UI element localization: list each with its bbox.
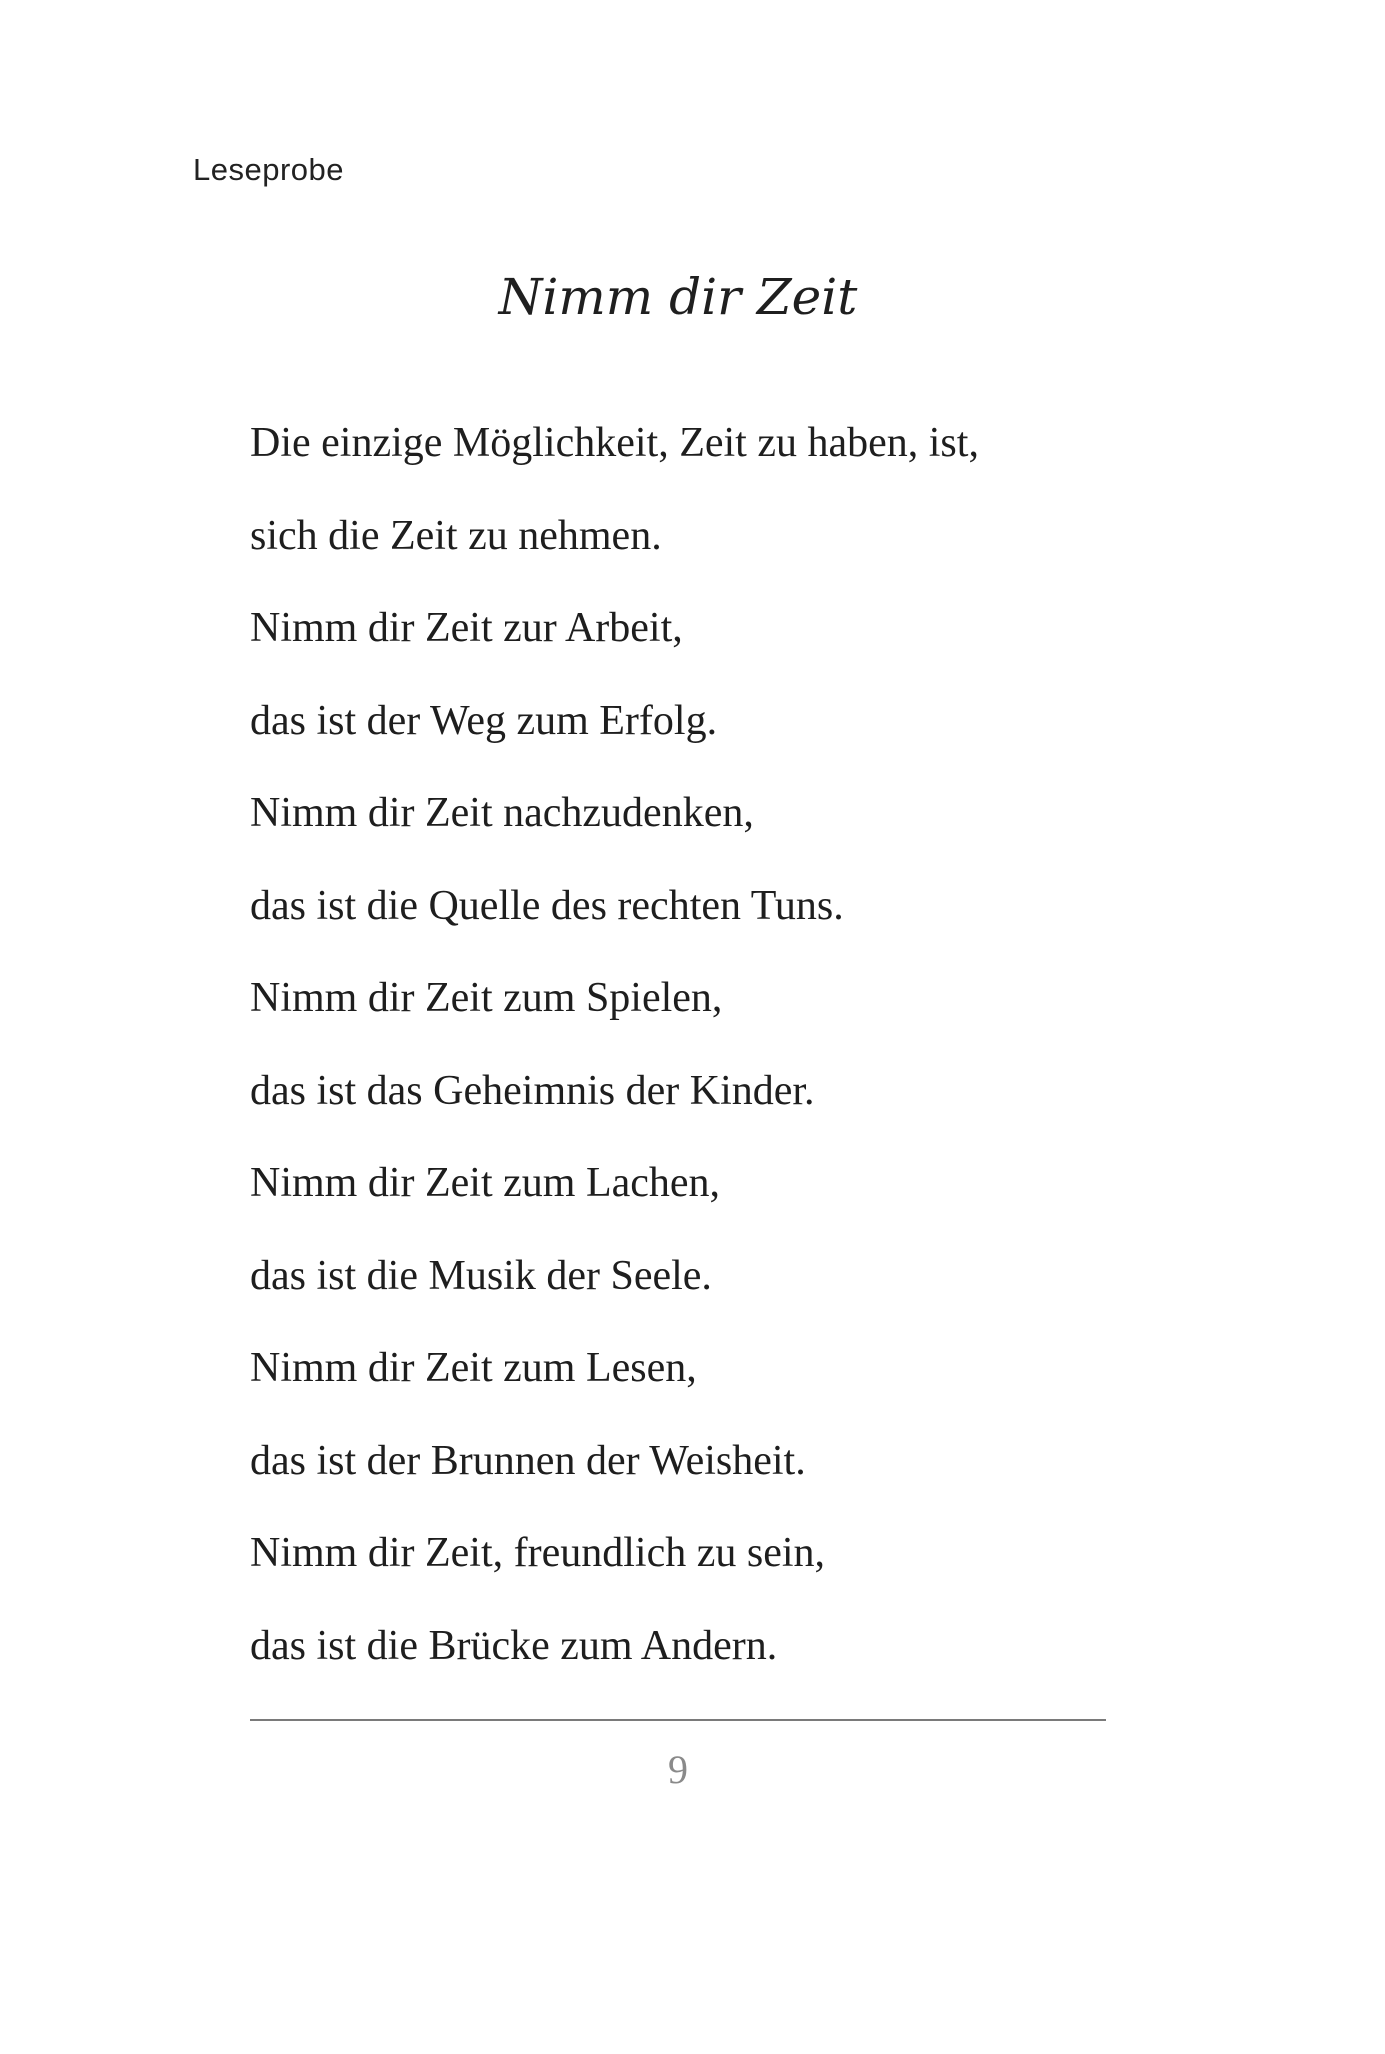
poem-line: das ist das Geheimnis der Kinder. bbox=[250, 1067, 815, 1114]
poem-line: das ist der Brunnen der Weisheit. bbox=[250, 1437, 806, 1484]
poem-line: das ist die Quelle des rechten Tuns. bbox=[250, 882, 844, 929]
page-number: 9 bbox=[668, 1747, 688, 1792]
poem-line: Nimm dir Zeit zur Arbeit, bbox=[250, 605, 683, 651]
poem-line: das ist die Musik der Seele. bbox=[250, 1252, 712, 1299]
poem-line: Nimm dir Zeit zum Lesen, bbox=[250, 1345, 697, 1391]
poem-title: Nimm dir Zeit bbox=[498, 268, 858, 326]
poem-line: Nimm dir Zeit zum Lachen, bbox=[250, 1160, 721, 1206]
poem-body bbox=[250, 406, 979, 1701]
poem-line: Nimm dir Zeit zum Spielen, bbox=[250, 975, 723, 1021]
poem-line: sich die Zeit zu nehmen. bbox=[250, 512, 662, 559]
poem-line: Nimm dir Zeit, freundlich zu sein, bbox=[250, 1530, 826, 1576]
leseprobe-label: Leseprobe bbox=[193, 152, 345, 187]
footer-divider bbox=[250, 1719, 1106, 1721]
poem-line: das ist die Brücke zum Andern. bbox=[250, 1622, 778, 1669]
poem-line: Nimm dir Zeit nachzudenken, bbox=[250, 790, 754, 836]
poem-line: das ist der Weg zum Erfolg. bbox=[250, 697, 718, 744]
poem-line: Die einzige Möglichkeit, Zeit zu haben, ist, bbox=[250, 420, 979, 466]
